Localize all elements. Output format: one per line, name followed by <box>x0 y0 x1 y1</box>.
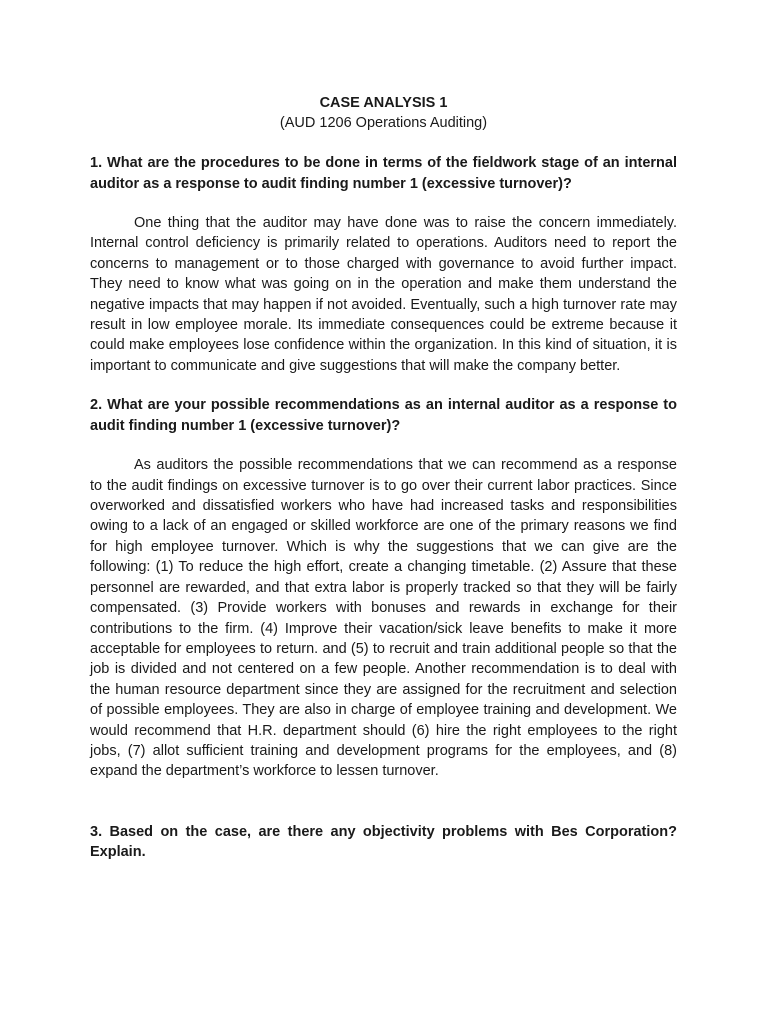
answer-2: As auditors the possible recommendations that we can recommend as a response to the audit findings on excessive turnover is to go over their current labor practices. Since overworked and dissatisfied workers who have had increased tasks and responsibilities owing to a lack of an engaged or skilled workforce are one of the primary reasons we find for high employee turnover. Which is why the suggestions that we can give are the following: (1) To reduce the high effort, create a changing timetable. (2) Assure that these personnel are rewarded, and that extra labor is properly tracked so that they will be fairly compensated. (3) Provide workers with bonuses and rewards in exchange for their contributions to the firm. (4) Improve their vacation/sick leave benefits to make it more acceptable for employees to return. and (5) to recruit and train additional people so that the job is divided and not centered on a few people. Another recommendation is to deal with the human resource department since they are assigned for the recruitment and selection of possible employees. They are also in charge of employee training and development. We would recommend that H.R. department should (6) hire the right employees to the right jobs, (7) allot sufficient training and development programs for the employees, and (8) expand the department’s workforce to lessen turnover. <box>90 457 677 780</box>
question-1: 1. What are the procedures to be done in terms of the fieldwork stage of an internal auditor as a response to audit finding number 1 (excessive turnover)? <box>90 155 677 192</box>
question-3: 3. Based on the case, are there any objectivity problems with Bes Corporation? Explain. <box>90 823 677 861</box>
document-title: CASE ANALYSIS 1 <box>319 95 448 111</box>
question-2: 2. What are your possible recommendations as an internal auditor as a response to audit finding number 1 (excessive turnover)? <box>90 397 677 434</box>
document-subtitle: (AUD 1206 Operations Auditing) <box>279 115 488 131</box>
answer-1: One thing that the auditor may have done was to raise the concern immediately. Internal control deficiency is primarily related to operations. Auditors need to report the concerns to management or to those charged with governance to avoid further impact. They need to know what was going on in the operation and make them understand the negative impacts that may happen if not avoided. Eventually, such a high turnover rate may result in low employee morale. Its immediate consequences could be extreme because it could make employees lose confidence within the organization. In this kind of situation, it is important to communicate and give suggestions that will make the company better. <box>90 215 677 374</box>
